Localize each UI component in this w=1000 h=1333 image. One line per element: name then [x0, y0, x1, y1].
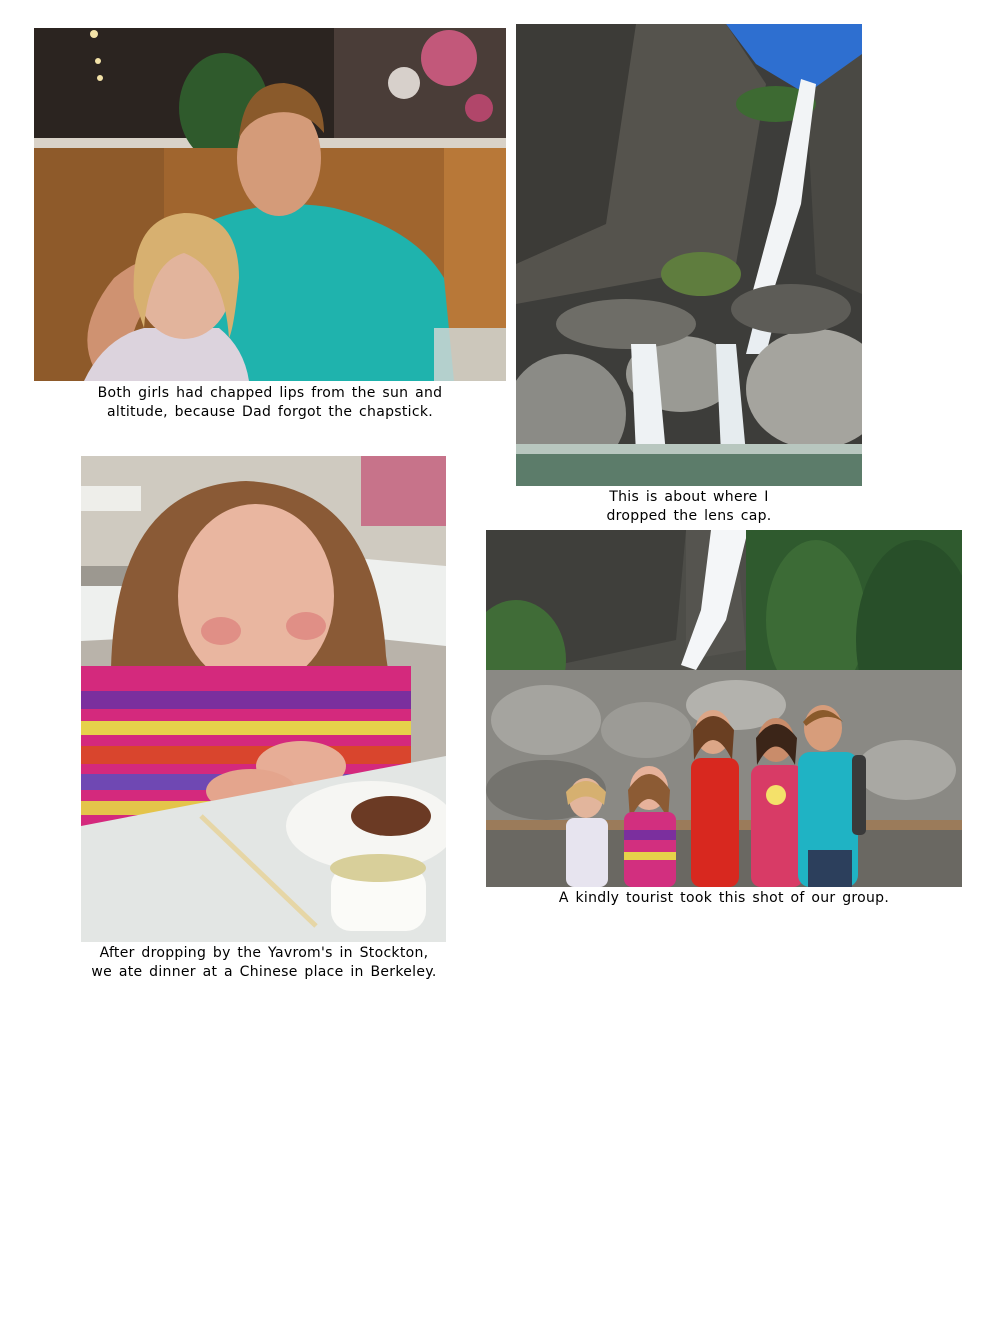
dinner-photo — [81, 456, 446, 942]
caption-line: After dropping by the Yavrom's in Stockton, — [99, 945, 429, 961]
waterfall-photo-caption — [516, 488, 862, 526]
caption-line: Both girls had chapped lips from the sun and — [97, 385, 443, 401]
restaurant-photo — [34, 28, 506, 381]
group-photo — [486, 530, 962, 887]
restaurant-photo-caption — [34, 384, 506, 422]
caption-line: we ate dinner at a Chinese place in Berkeley. — [91, 964, 437, 980]
caption-line: altitude, because Dad forgot the chapstick. — [107, 404, 433, 420]
caption-line: This is about where I — [609, 489, 769, 505]
dinner-photo-caption — [60, 944, 468, 982]
group-photo-caption — [486, 889, 962, 908]
caption-line: dropped the lens cap. — [606, 508, 772, 524]
waterfall-photo — [516, 24, 862, 486]
caption-line: A kindly tourist took this shot of our group. — [558, 890, 890, 906]
